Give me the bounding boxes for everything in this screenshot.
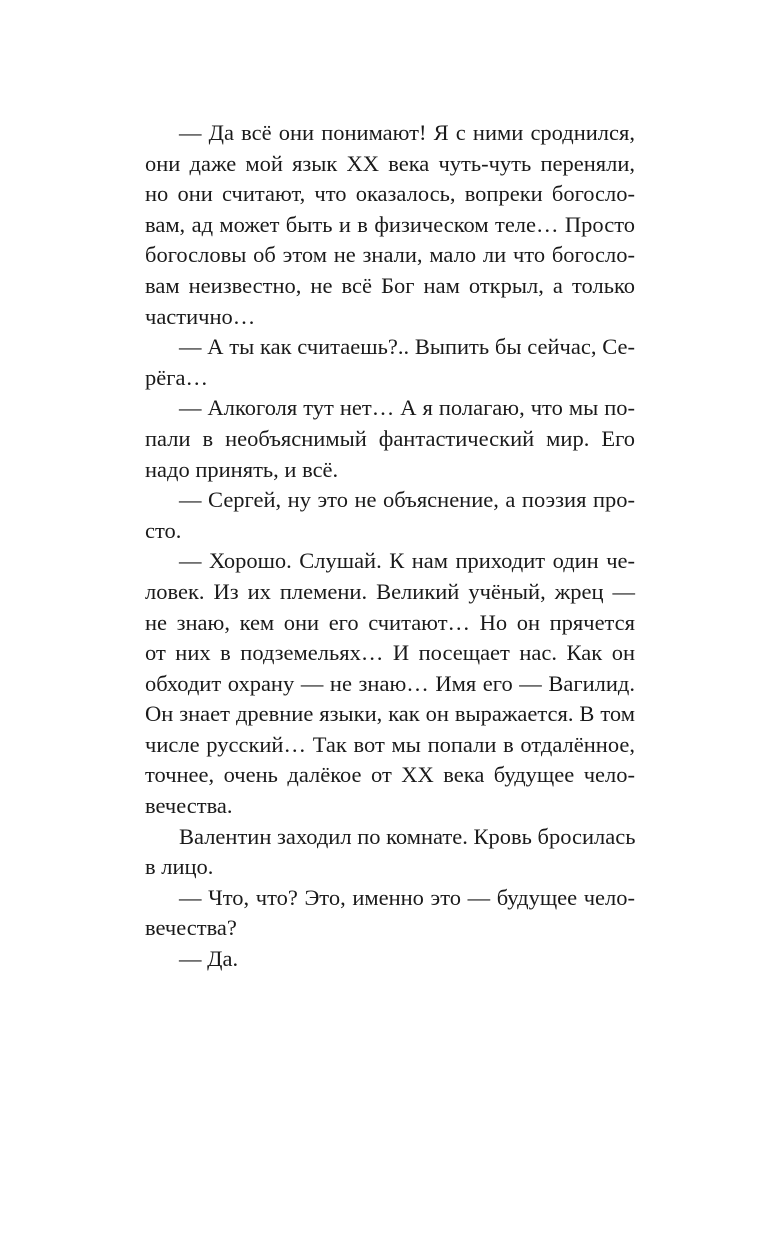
text-line: — Хорошо. Слушай. К нам приходит один че- xyxy=(179,548,635,574)
text-line: сто. xyxy=(145,517,182,543)
text-line: точнее, очень далёкое от XX века будущее чело- xyxy=(145,762,635,788)
text-line: в лицо. xyxy=(145,854,214,880)
text-line: — Сергей, ну это не объяснение, а поэзия про- xyxy=(179,487,635,513)
text-line: они даже мой язык XX века чуть-чуть переняли, xyxy=(145,150,635,176)
paragraph xyxy=(145,118,635,332)
text-line: — Да всё они понимают! Я с ними сроднился, xyxy=(179,120,635,145)
paragraph xyxy=(145,883,635,944)
paragraph xyxy=(145,546,635,821)
text-line: не знаю, кем они его считают… Но он прячется xyxy=(145,609,635,635)
text-line: надо принять, и всё. xyxy=(145,456,339,482)
text-line: рёга… xyxy=(145,364,208,390)
text-line: — А ты как считаешь?.. Выпить бы сейчас, Се- xyxy=(179,334,635,360)
text-line: но они считают, что оказалось, вопреки богосло- xyxy=(145,181,635,207)
text-line: — Да. xyxy=(179,946,239,972)
text-line: вечества? xyxy=(145,915,237,941)
text-line: Он знает древние языки, как он выражается. В том xyxy=(145,701,635,727)
text-line: числе русский… Так вот мы попали в отдалённое, xyxy=(145,731,635,757)
text-line: вам неизвестно, не всё Бог нам открыл, а только xyxy=(145,272,635,298)
paragraph xyxy=(145,944,635,975)
paragraph xyxy=(145,485,635,546)
paragraph xyxy=(145,393,635,485)
text-line: от них в подземельях… И посещает нас. Как он xyxy=(145,640,635,666)
text-line: обходит охрану — не знаю… Имя его — Вагилид. xyxy=(145,670,635,696)
text-line: Валентин заходил по комнате. Кровь бросилась xyxy=(179,823,636,849)
paragraph xyxy=(145,332,635,393)
text-line: вам, ад может быть и в физическом теле… Просто xyxy=(145,211,635,237)
text-line: — Что, что? Это, именно это — будущее чело- xyxy=(179,884,635,910)
text-line: — Алкоголя тут нет… А я полагаю, что мы по- xyxy=(179,395,635,421)
text-line: пали в необъяснимый фантастический мир. Его xyxy=(145,425,635,451)
paragraph xyxy=(145,822,635,883)
text-line: частично… xyxy=(145,303,256,329)
text-line: вечества. xyxy=(145,793,233,819)
body-text xyxy=(145,118,635,975)
text-line: ловек. Из их племени. Великий учёный, жрец — xyxy=(145,578,635,604)
text-line: богословы об этом не знали, мало ли что богосло- xyxy=(145,242,635,268)
